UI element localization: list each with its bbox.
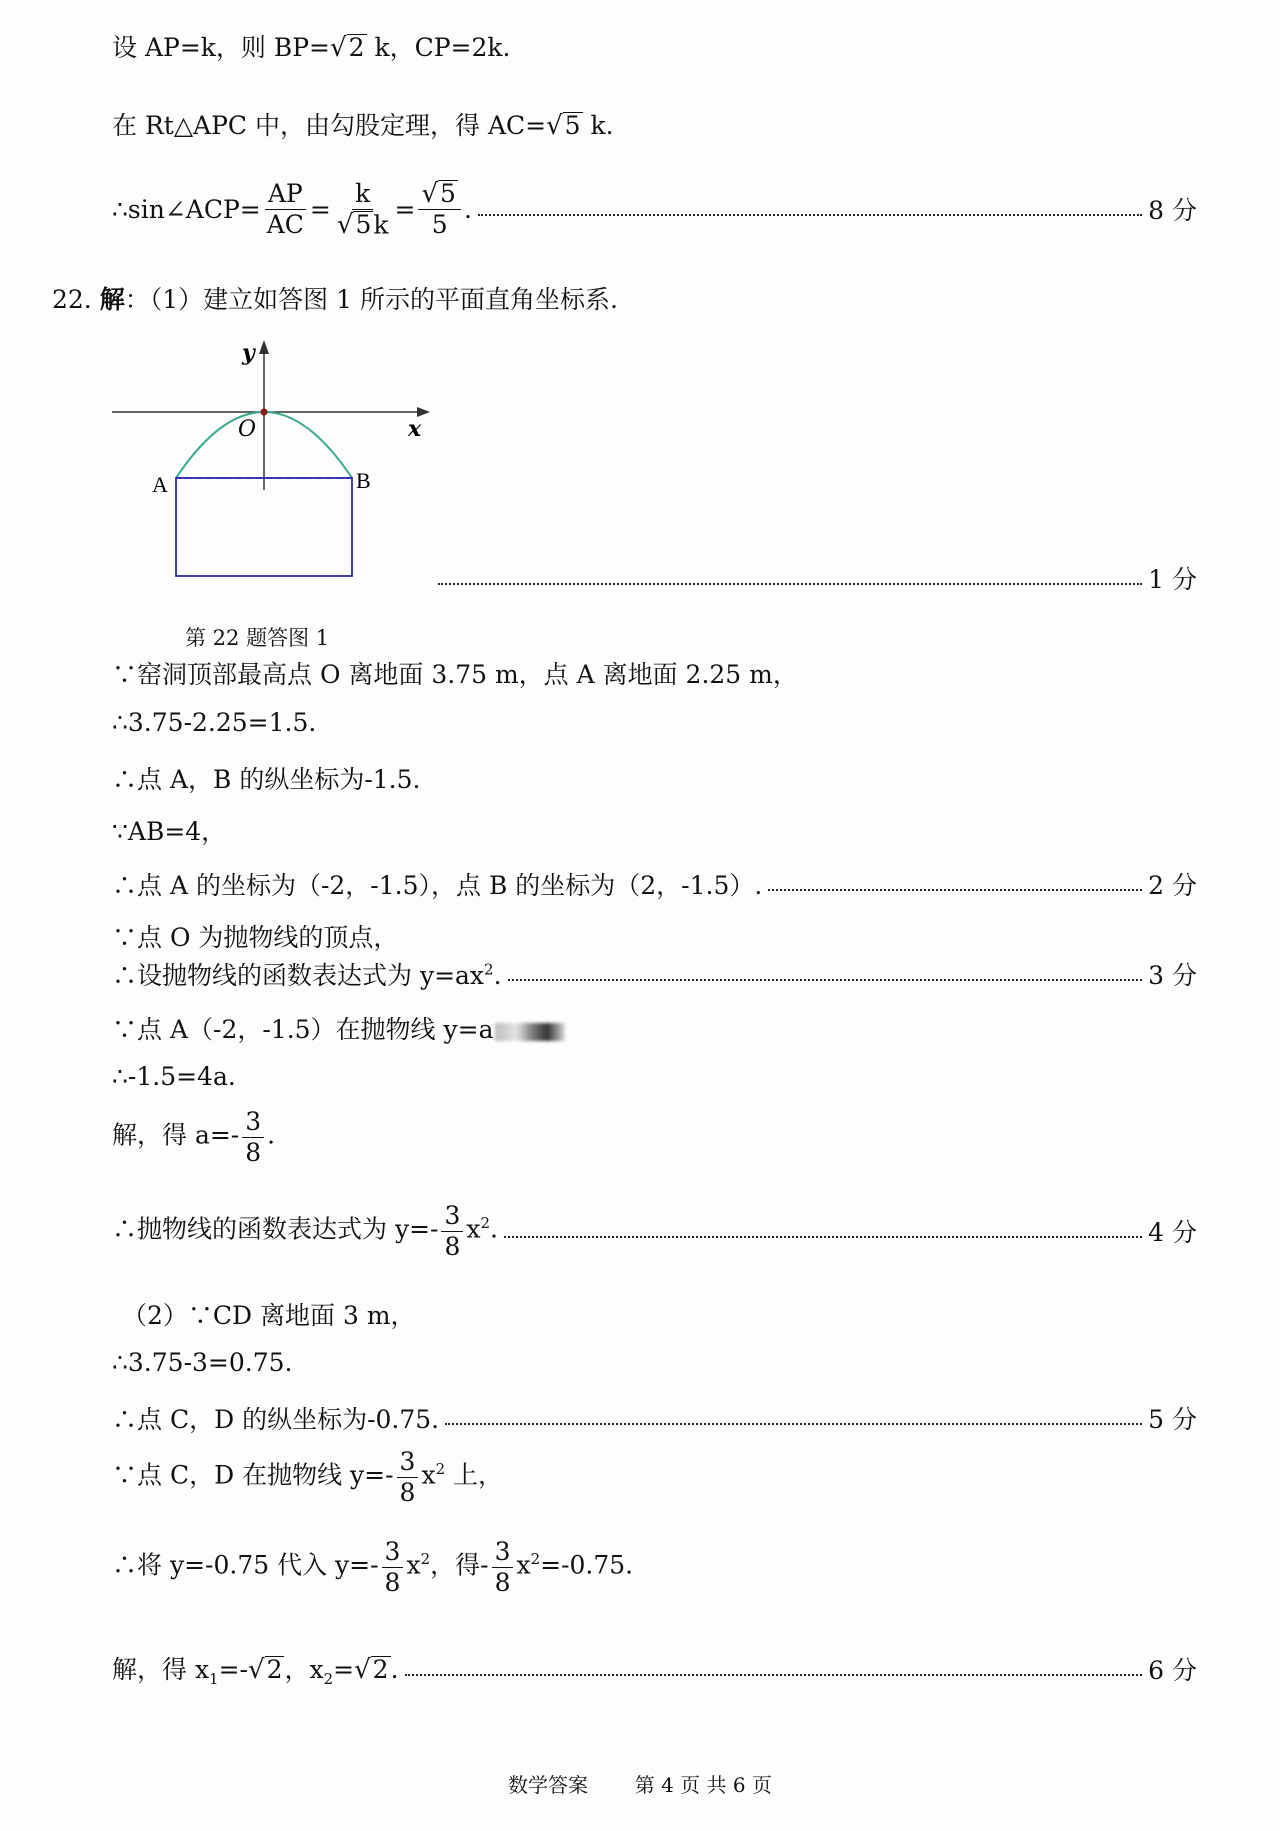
fraction-3-8: $\frac{3}{8}$ <box>242 1108 264 1166</box>
fraction-3-8: $\frac{3}{8}$ <box>382 1538 404 1596</box>
score: 2 分 <box>1148 871 1197 900</box>
line-sin-acp: ∴sin∠ACP= $\frac{AP}{AC}$ = k √ 5 k = √ 5 5 . 8 分 <box>112 179 1197 240</box>
dot-leader <box>508 979 1143 981</box>
line-equation: ∴-1.5=4a. <box>112 1062 236 1091</box>
text: 在 Rt△APC 中，由勾股定理，得 AC= <box>112 111 547 140</box>
score: 5 分 <box>1148 1405 1197 1434</box>
x-label: x <box>408 416 422 442</box>
text: k，CP=2k. <box>366 33 511 62</box>
b-label: B <box>356 468 371 493</box>
fraction-3-8: $\frac{3}{8}$ <box>492 1538 514 1596</box>
o-label: O <box>238 417 257 442</box>
line-solve-x: 解，得 $x_1=-$ √ 2 ，$x_2=$ √ 2 . 6 分 <box>112 1650 1197 1688</box>
fraction-k-root5k: k √ 5 k <box>336 179 389 240</box>
line-substitute: ∴将 y=-0.75 代入 y=- $\frac{3}{8}$ $x^2$，得- $\frac{3}{8}$ $x^2=-0.75$. <box>112 1537 634 1597</box>
dot-leader <box>504 1236 1142 1238</box>
line-ab-length: ∵AB=4， <box>112 817 227 846</box>
line-heights: ∵窑洞顶部最高点 O 离地面 3.75 m，点 A 离地面 2.25 m， <box>112 660 798 689</box>
footer-page-number: 第 4 页 共 6 页 <box>634 1773 772 1797</box>
score: 4 分 <box>1148 1218 1197 1247</box>
line-set-function: ∴设抛物线的函数表达式为 $y=ax^2$. 3 分 <box>112 956 1197 992</box>
line-solve-a: 解，得 a=- $\frac{3}{8}$ . <box>112 1107 276 1167</box>
line-ab-coords: ∴点 A 的坐标为（-2，-1.5），点 B 的坐标为（2，-1.5）. 2 分 <box>112 866 1197 902</box>
line-function-expression: ∴抛物线的函数表达式为 y=- $\frac{3}{8}$ $x^2$. 4 分 <box>112 1201 1197 1261</box>
dot-leader <box>768 889 1142 891</box>
y-label: y <box>242 340 255 366</box>
fraction-ap-ac: $\frac{AP}{AC}$ <box>266 179 304 239</box>
score: 8 分 <box>1148 196 1197 226</box>
score: 1 分 <box>1148 565 1197 594</box>
line-figure-score <box>432 560 1197 596</box>
figure-caption: 第 22 题答图 1 <box>185 626 330 650</box>
rectangle <box>176 478 352 576</box>
sqrt-2: √ 2 <box>330 32 365 63</box>
text: 设 AP=k，则 BP= <box>112 33 331 62</box>
line-vertex: ∵点 O 为抛物线的顶点， <box>112 923 399 952</box>
text: ：（1）建立如答图 1 所示的平面直角坐标系. <box>124 285 618 314</box>
a-label: A <box>152 472 168 497</box>
dot-leader <box>438 583 1142 585</box>
solution-label: 解 <box>99 285 125 314</box>
line-cd-on-parabola: ∵点 C，D 在抛物线 y=- $\frac{3}{8}$ $x^2$ 上， <box>112 1447 504 1507</box>
fraction-3-8: $\frac{3}{8}$ <box>397 1448 419 1506</box>
dot-leader <box>445 1423 1142 1425</box>
footer-subject: 数学答案 <box>508 1773 589 1797</box>
line-ab-y: ∴点 A，B 的纵坐标为-1.5. <box>112 765 421 794</box>
sqrt-5: √ 5 <box>546 110 581 141</box>
dot-leader <box>405 1674 1143 1676</box>
question-22-heading <box>52 280 618 316</box>
page-footer <box>0 1769 1280 1798</box>
line-point-a-on-parabola: ∵点 A（-2，-1.5）在抛物线 y=a <box>112 1010 565 1046</box>
origin-point <box>261 409 268 416</box>
fraction-3-8: $\frac{3}{8}$ <box>441 1202 463 1260</box>
line-cd-y: ∴点 C，D 的纵坐标为-0.75. 5 分 <box>112 1400 1197 1436</box>
dot-leader <box>478 214 1142 216</box>
text: ∴sin∠ACP= <box>112 194 261 224</box>
blurred-mark <box>495 1023 565 1041</box>
line-pythagoras <box>112 106 614 142</box>
line-cd-diff: ∴3.75-3=0.75. <box>112 1348 293 1377</box>
y-axis-arrow <box>259 340 269 354</box>
score: 3 分 <box>1148 961 1197 990</box>
fraction-root5-5: √ 5 5 <box>418 180 460 238</box>
score: 6 分 <box>1148 1656 1197 1685</box>
line-diff: ∴3.75-2.25=1.5. <box>112 708 317 737</box>
coordinate-figure <box>112 330 442 590</box>
question-number: 22. <box>52 285 92 314</box>
line-ap-bp-cp <box>112 28 511 64</box>
text: k. <box>582 111 614 140</box>
line-part2: （2）∵CD 离地面 3 m， <box>122 1301 416 1330</box>
